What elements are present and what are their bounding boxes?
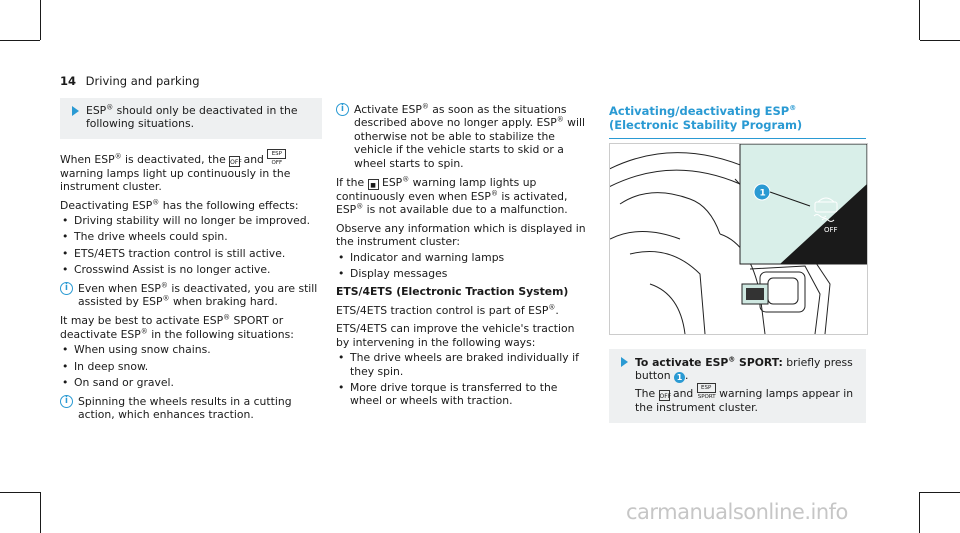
esp-off-warning-icon: OFF bbox=[659, 390, 670, 401]
crop-mark-tl-h bbox=[0, 40, 40, 41]
paragraph-situations-intro: It may be best to activate ESP® SPORT or deactivate ESP® in the following situations: bbox=[60, 313, 294, 341]
esp-sport-lamp-icon: ESP SPORT bbox=[697, 385, 716, 401]
crop-mark-br-h bbox=[920, 492, 960, 493]
list-item: • In deep snow. bbox=[60, 360, 322, 373]
callout-badge: 1 bbox=[674, 372, 685, 383]
list-item: • Driving stability will no longer be improved. bbox=[60, 214, 322, 227]
callout-number: 1 bbox=[759, 188, 766, 199]
center-console-illustration bbox=[609, 143, 868, 335]
info-icon: i bbox=[60, 282, 73, 295]
note-spinning: i Spinning the wheels results in a cutting action, which enhances traction. bbox=[60, 395, 322, 422]
crop-mark-bl-v bbox=[40, 492, 41, 533]
crop-mark-br-v bbox=[919, 492, 920, 533]
page-number: 14 bbox=[60, 74, 77, 88]
subheading-ets: ETS/4ETS (Electronic Traction System) bbox=[336, 285, 569, 299]
crop-mark-tr-h bbox=[920, 40, 960, 41]
tip-box: ESP® should only be deactivated in the following situations. bbox=[60, 98, 322, 139]
esp-warning-icon: ■ bbox=[368, 179, 379, 190]
list-item: • The drive wheels are braked individually if they spin. bbox=[336, 351, 588, 378]
crop-mark-bl-h bbox=[0, 492, 40, 493]
paragraph-ets-part: ETS/4ETS traction control is part of ESP®. bbox=[336, 303, 559, 317]
list-item: • On sand or gravel. bbox=[60, 376, 322, 389]
list-item: • When using snow chains. bbox=[60, 343, 322, 356]
list-item: • Indicator and warning lamps bbox=[336, 251, 588, 264]
list-item: • Crosswind Assist is no longer active. bbox=[60, 263, 322, 276]
note-activate: i Activate ESP® as soon as the situations described above no longer apply. ESP® will otherwise not be able to stabilize the vehicle if the vehicle starts to skid or a wheel starts to spin. bbox=[336, 103, 588, 170]
paragraph-ets-improve: ETS/4ETS can improve the vehicle's traction by intervening in the following ways: bbox=[336, 322, 575, 349]
info-icon: i bbox=[336, 103, 349, 116]
info-icon: i bbox=[60, 395, 73, 408]
instruction-arrow-icon bbox=[621, 357, 628, 367]
esp-off-lamp-icon: ESP OFF bbox=[267, 149, 286, 159]
instruction-arrow-icon bbox=[72, 106, 79, 116]
paragraph-observe: Observe any information which is displayed in the instrument cluster: bbox=[336, 221, 586, 249]
left-column bbox=[60, 98, 322, 427]
middle-column bbox=[336, 103, 588, 411]
paragraph-esp-deactivated: When ESP® is deactivated, the OFF and ESP OFF warning lamps light up continuously in the instrument cluster. bbox=[60, 150, 291, 194]
list-item: • ETS/4ETS traction control is still active. bbox=[60, 247, 322, 260]
list-item: • Display messages bbox=[336, 267, 588, 280]
list-item: • The drive wheels could spin. bbox=[60, 230, 322, 243]
list-item: • More drive torque is transferred to the wheel or wheels with traction. bbox=[336, 381, 588, 408]
page-section-title: Driving and parking bbox=[85, 74, 200, 88]
off-label: OFF bbox=[824, 226, 838, 234]
esp-off-warning-icon: OFF bbox=[229, 156, 240, 167]
crop-mark-tr-v bbox=[919, 0, 920, 40]
section-title: Activating/deactivating ESP® (Electronic Stability Program) bbox=[609, 104, 866, 139]
paragraph-effects-intro: Deactivating ESP® has the following effects: bbox=[60, 198, 299, 212]
paragraph-malfunction: If the ■ ESP® warning lamp lights up continuously even when ESP® is activated, ESP® is not available due to a malfunction. bbox=[336, 175, 568, 217]
crop-mark-tl-v bbox=[40, 0, 41, 40]
watermark: carmanualsonline.info bbox=[626, 500, 848, 524]
note-braking: i Even when ESP® is deactivated, you are still assisted by ESP® when braking hard. bbox=[60, 282, 322, 309]
console-drawing bbox=[610, 144, 867, 334]
page-header bbox=[60, 74, 200, 88]
instruction-activate-esp-sport: To activate ESP® SPORT: briefly press button 1 . The OFF and ESP SPORT warning lamps appear in the instrument cluster. bbox=[609, 349, 866, 423]
